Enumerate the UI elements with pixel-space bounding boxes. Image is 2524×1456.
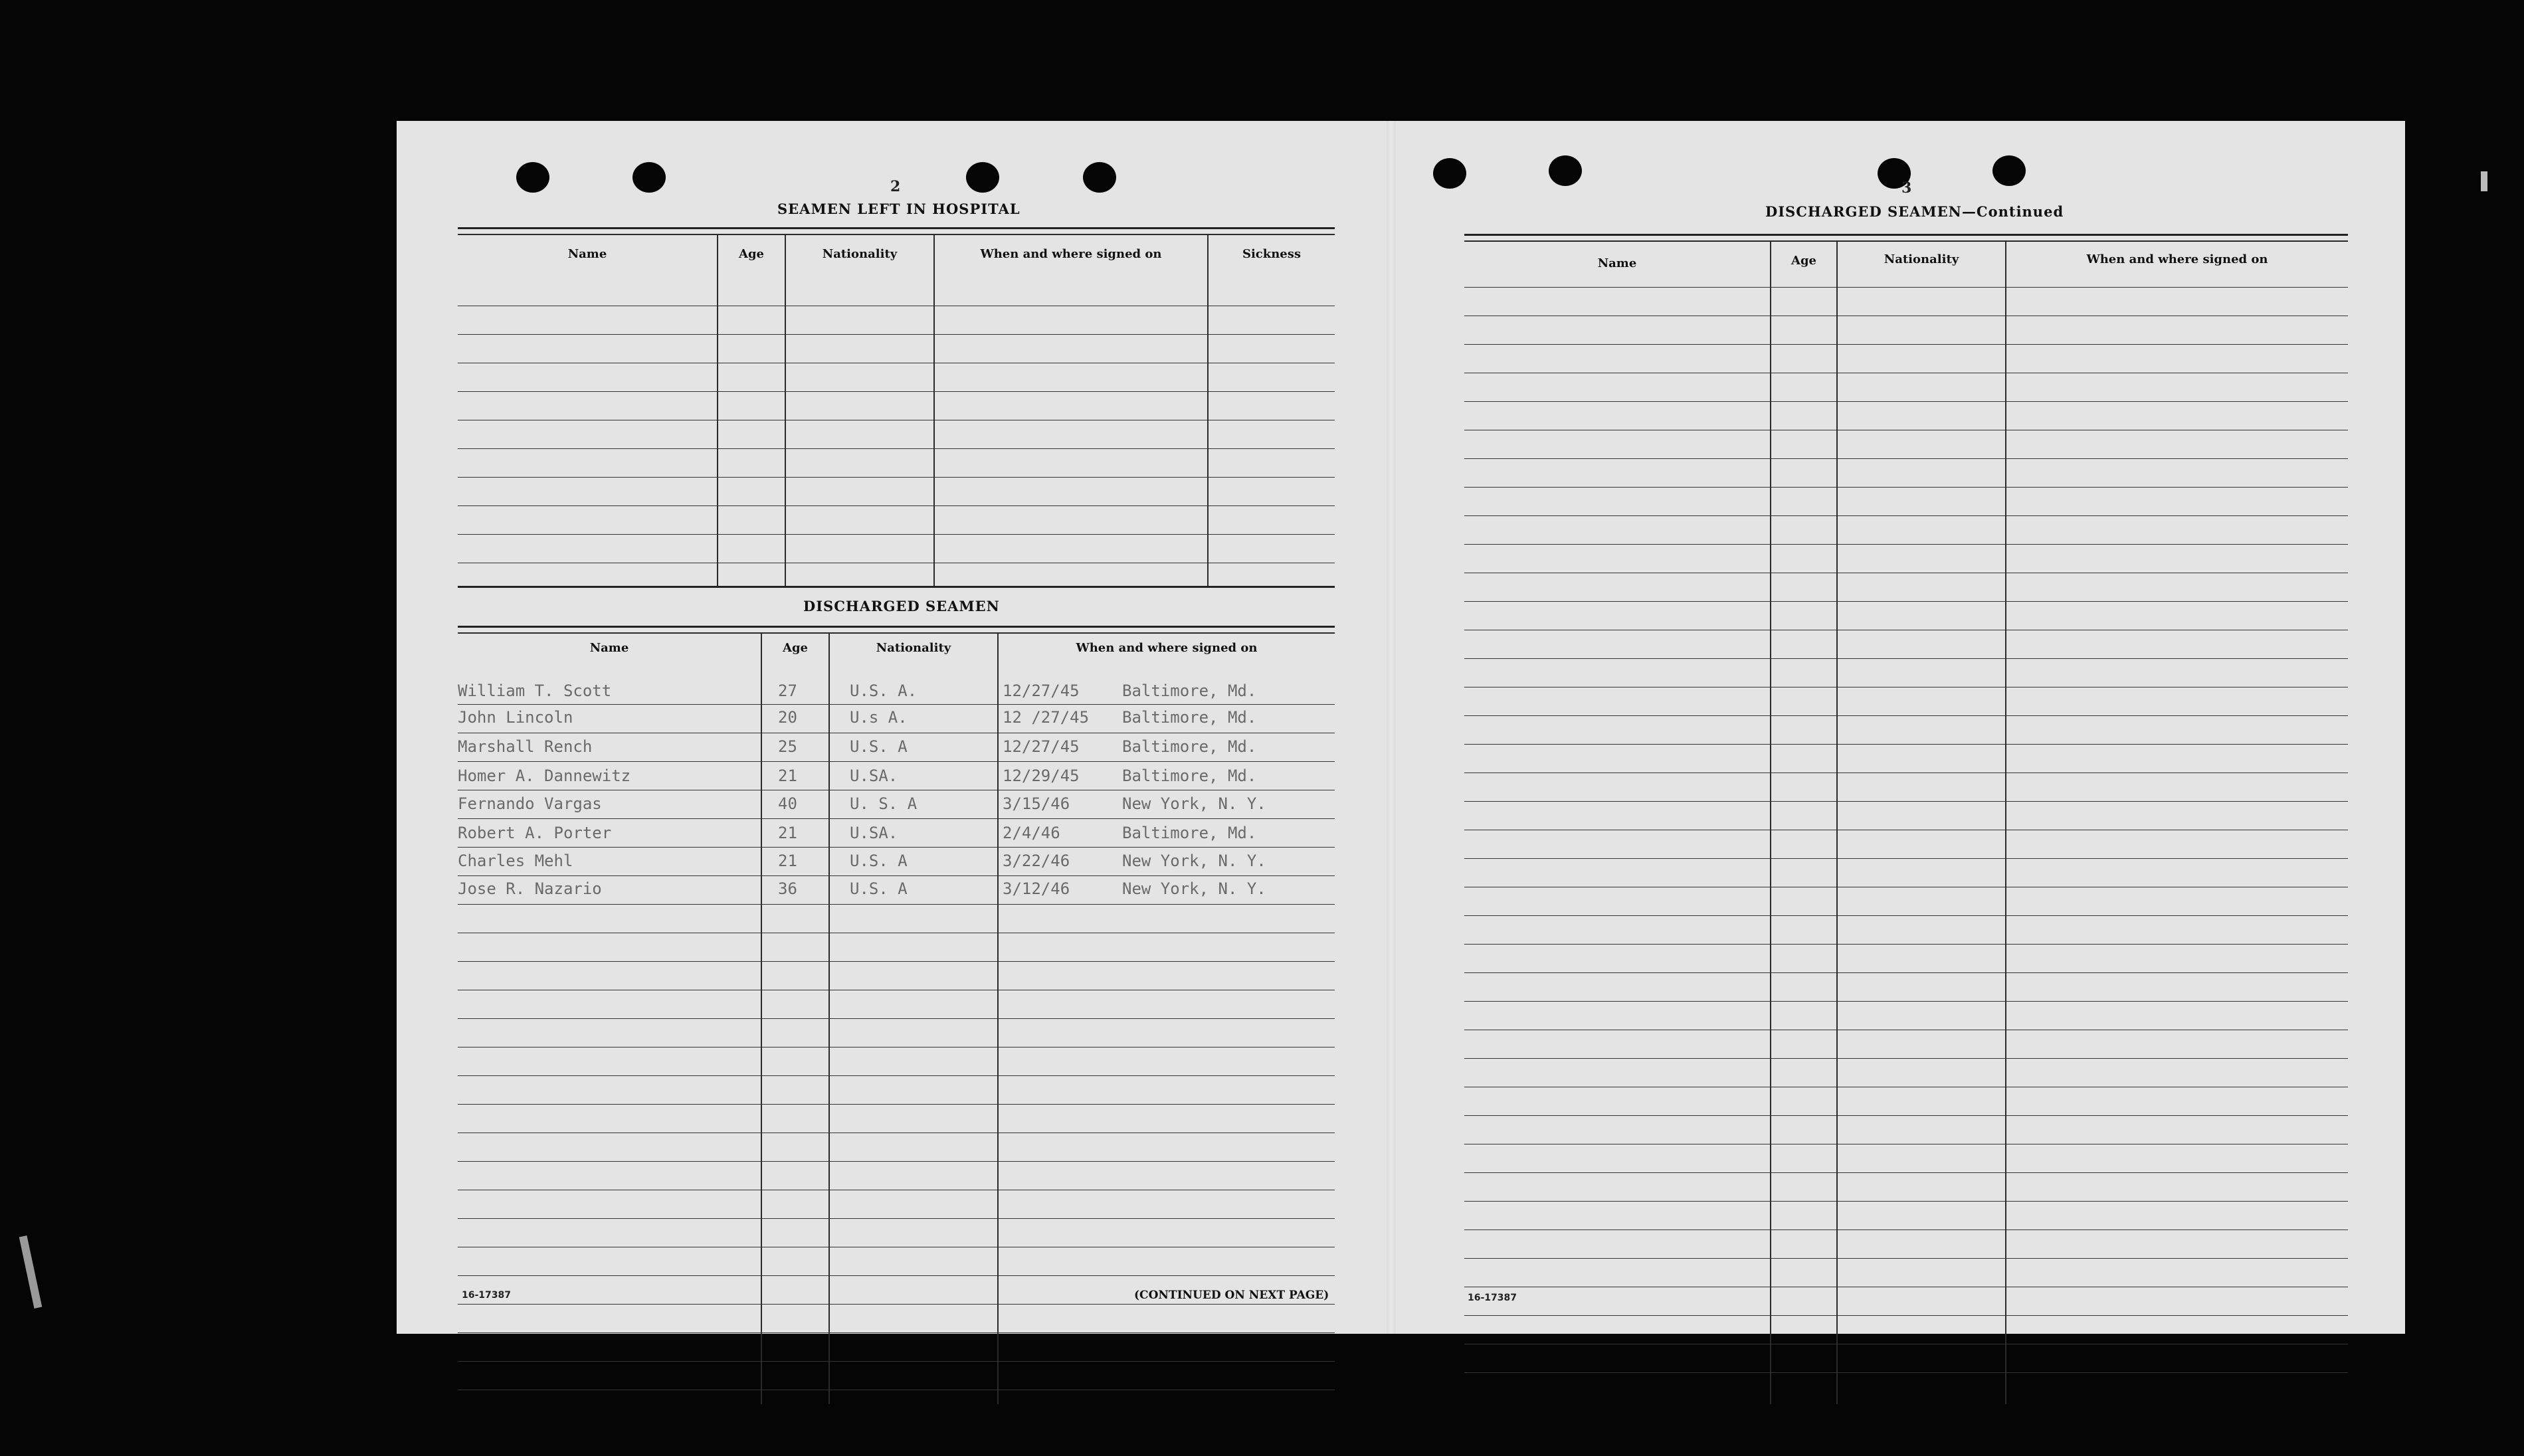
seaman-name: Jose R. Nazario xyxy=(458,879,602,898)
ruled-line xyxy=(1464,515,2348,516)
ruled-line xyxy=(1464,1001,2348,1002)
seaman-age: 40 xyxy=(778,794,797,813)
ruled-line xyxy=(458,1104,1335,1105)
table-top-rule xyxy=(458,227,1335,229)
col-signed-on: When and where signed on xyxy=(980,247,1162,261)
table-row xyxy=(458,821,1335,848)
seaman-nationality: U. S. A xyxy=(850,794,918,813)
ruled-line xyxy=(1464,287,2348,288)
col-signed-on: When and where signed on xyxy=(1076,641,1258,655)
ruled-line xyxy=(1464,1315,2348,1316)
table-top-rule xyxy=(458,626,1335,628)
punch-hole xyxy=(966,162,999,193)
ruled-line xyxy=(1464,1115,2348,1116)
col-nationality: Nationality xyxy=(876,641,951,655)
discharged-section-title: DISCHARGED SEAMEN xyxy=(803,598,1000,614)
signed-on-date: 12/29/45 xyxy=(1003,767,1080,785)
seaman-age: 27 xyxy=(778,682,797,700)
form-code: 16-17387 xyxy=(1468,1293,1517,1303)
punch-hole xyxy=(632,162,666,193)
col-divider xyxy=(1207,235,1209,586)
signed-on-place: New York, N. Y. xyxy=(1122,879,1266,898)
ledger-spread xyxy=(397,121,2405,1334)
seaman-age: 20 xyxy=(778,708,797,727)
punch-hole xyxy=(1992,155,2026,186)
table-rule xyxy=(458,632,1335,634)
ruled-line xyxy=(1464,715,2348,716)
col-name: Name xyxy=(567,247,607,261)
table-rule xyxy=(1464,240,2348,242)
seaman-name: William T. Scott xyxy=(458,682,612,700)
signed-on-date: 12/27/45 xyxy=(1003,737,1080,756)
seaman-age: 21 xyxy=(778,767,797,785)
table-row xyxy=(458,735,1335,761)
signed-on-date: 3/22/46 xyxy=(1003,852,1070,870)
signed-on-place: Baltimore, Md. xyxy=(1122,824,1257,842)
scan-artifact xyxy=(19,1235,43,1309)
ruled-line xyxy=(1464,401,2348,402)
ruled-line xyxy=(458,448,1335,449)
seaman-nationality: U.S. A. xyxy=(850,682,918,700)
ruled-line xyxy=(1464,1172,2348,1173)
table-bottom-rule xyxy=(458,586,1335,588)
table-row xyxy=(458,877,1335,903)
signed-on-place: New York, N. Y. xyxy=(1122,794,1266,813)
ruled-line xyxy=(458,1304,1335,1305)
seaman-nationality: U.SA. xyxy=(850,824,898,842)
ruled-line xyxy=(1464,344,2348,345)
seaman-nationality: U.S. A xyxy=(850,852,908,870)
seaman-nationality: U.s A. xyxy=(850,708,908,727)
col-name: Name xyxy=(589,641,629,655)
col-age: Age xyxy=(738,247,764,261)
col-age: Age xyxy=(782,641,808,655)
ruled-line xyxy=(1464,1201,2348,1202)
seaman-age: 21 xyxy=(778,852,797,870)
seaman-name: Charles Mehl xyxy=(458,852,573,870)
page-number: 2 xyxy=(890,178,901,195)
seaman-nationality: U.S. A xyxy=(850,737,908,756)
ruled-line xyxy=(458,961,1335,962)
seaman-nationality: U.SA. xyxy=(850,767,898,785)
ruled-line xyxy=(1464,944,2348,945)
table-row xyxy=(458,849,1335,875)
col-age: Age xyxy=(1791,254,1816,268)
ruled-line xyxy=(458,1218,1335,1219)
ruled-line xyxy=(458,477,1335,478)
page-number: 3 xyxy=(1901,179,1912,197)
seaman-name: Homer A. Dannewitz xyxy=(458,767,631,785)
scan-artifact xyxy=(2481,171,2487,191)
table-row xyxy=(458,764,1335,790)
col-nationality: Nationality xyxy=(1884,252,1959,266)
ruled-line xyxy=(1464,858,2348,859)
seaman-name: Fernando Vargas xyxy=(458,794,602,813)
form-code: 16-17387 xyxy=(462,1290,511,1301)
ruled-line xyxy=(458,334,1335,335)
ruled-line xyxy=(1464,972,2348,973)
seaman-age: 21 xyxy=(778,824,797,842)
punch-hole xyxy=(516,162,549,193)
col-signed-on: When and where signed on xyxy=(2086,252,2268,266)
ruled-line xyxy=(458,1075,1335,1076)
right-page xyxy=(1401,121,2405,1334)
ruled-line xyxy=(1464,544,2348,545)
ruled-line xyxy=(1464,601,2348,602)
punch-hole xyxy=(1549,155,1582,186)
ruled-line xyxy=(1464,1229,2348,1230)
signed-on-place: New York, N. Y. xyxy=(1122,852,1266,870)
table-row xyxy=(458,679,1335,705)
ruled-line xyxy=(1464,658,2348,659)
table-row xyxy=(458,705,1335,732)
ruled-line xyxy=(458,1018,1335,1019)
ruled-line xyxy=(1464,458,2348,459)
ruled-line xyxy=(1464,1058,2348,1059)
signed-on-date: 12/27/45 xyxy=(1003,682,1080,700)
hospital-section-title: SEAMEN LEFT IN HOSPITAL xyxy=(777,201,1020,217)
ruled-line xyxy=(458,534,1335,535)
ruled-line xyxy=(1464,744,2348,745)
ruled-line xyxy=(458,761,1335,762)
ruled-line xyxy=(1464,801,2348,802)
seaman-name: John Lincoln xyxy=(458,708,573,727)
discharged-continued-title: DISCHARGED SEAMEN—Continued xyxy=(1765,203,2064,220)
ruled-line xyxy=(458,904,1335,905)
ruled-line xyxy=(1464,1258,2348,1259)
seaman-name: Marshall Rench xyxy=(458,737,593,756)
signed-on-date: 3/12/46 xyxy=(1003,879,1070,898)
table-rule xyxy=(458,234,1335,235)
ruled-line xyxy=(458,1361,1335,1362)
signed-on-place: Baltimore, Md. xyxy=(1122,767,1257,785)
col-nationality: Nationality xyxy=(822,247,898,261)
col-divider xyxy=(933,235,935,586)
signed-on-place: Baltimore, Md. xyxy=(1122,708,1257,727)
punch-hole xyxy=(1083,162,1116,193)
ruled-line xyxy=(458,818,1335,819)
ruled-line xyxy=(458,1275,1335,1276)
seaman-name: Robert A. Porter xyxy=(458,824,612,842)
left-page xyxy=(397,121,1380,1334)
col-name: Name xyxy=(1597,256,1637,270)
col-divider xyxy=(717,235,718,586)
ruled-line xyxy=(458,1332,1335,1333)
ruled-line xyxy=(1464,487,2348,488)
col-divider xyxy=(785,235,786,586)
seaman-age: 36 xyxy=(778,879,797,898)
signed-on-place: Baltimore, Md. xyxy=(1122,737,1257,756)
table-row xyxy=(458,792,1335,818)
ruled-line xyxy=(1464,915,2348,916)
book-gutter xyxy=(1387,121,1396,1334)
punch-hole xyxy=(1433,158,1466,189)
ruled-line xyxy=(458,391,1335,392)
seaman-age: 25 xyxy=(778,737,797,756)
ruled-line xyxy=(458,1161,1335,1162)
continued-notice: (CONTINUED ON NEXT PAGE) xyxy=(1134,1289,1329,1302)
signed-on-date: 12 /27/45 xyxy=(1003,708,1090,727)
signed-on-date: 2/4/46 xyxy=(1003,824,1060,842)
col-sickness: Sickness xyxy=(1242,247,1302,261)
ruled-line xyxy=(1464,1372,2348,1373)
seaman-nationality: U.S. A xyxy=(850,879,908,898)
signed-on-place: Baltimore, Md. xyxy=(1122,682,1257,700)
ruled-line xyxy=(458,505,1335,506)
ruled-line xyxy=(458,875,1335,876)
signed-on-date: 3/15/46 xyxy=(1003,794,1070,813)
table-top-rule xyxy=(1464,234,2348,236)
